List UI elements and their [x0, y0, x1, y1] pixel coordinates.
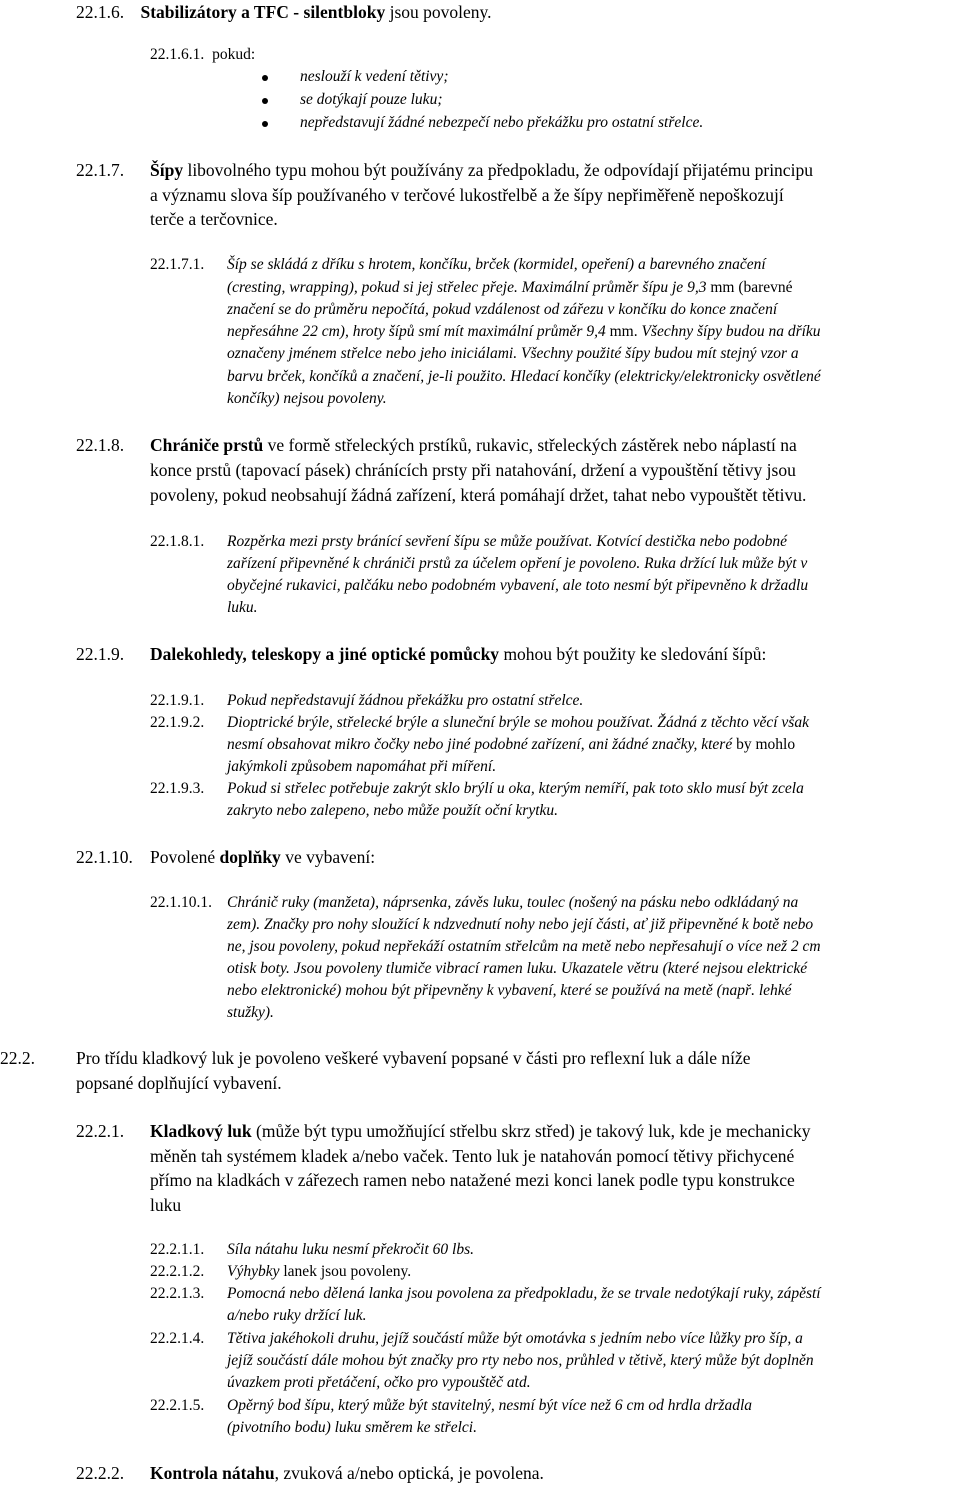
text-line: nepřesáhne 22 cm), hroty šípů smí mít maximální průměr 9,4 — [227, 323, 606, 340]
subsection-number: 22.1.9.2. — [150, 714, 205, 731]
text-line: Pokud nepředstavují žádnou překážku pro ostatní střelce. — [227, 692, 584, 709]
text-line: končíky) nejsou povoleny. — [227, 390, 387, 407]
bullet-item: nepředstavují žádné nebezpečí nebo překážku pro ostatní střelce. — [300, 114, 704, 131]
text-line: Všechny šípy budou na dříku — [637, 323, 821, 340]
section-text: ve formě střeleckých prstíků, rukavic, střeleckých zástěrek nebo náplastí na — [263, 435, 797, 455]
text-line: ne, jsou povoleny, pokud nepřekáží ostatním střelcům na metě nebo nepřesahují o více než 2 cm — [227, 938, 821, 955]
subsection-number: 22.2.1.4. — [150, 1330, 205, 1347]
text-line: (pivotního bodu) luku směrem ke střelci. — [227, 1419, 477, 1436]
text-line: lanek jsou povoleny. — [279, 1263, 412, 1280]
bullet-icon — [262, 98, 268, 104]
text-line: (cresting, wrapping), pokud si jej střelec přeje. — [227, 279, 518, 296]
text-line: barvu brček, končíků a značení, je-li použito. — [227, 368, 507, 385]
section-text: jsou povoleny. — [385, 2, 492, 22]
text-line: označeny jménem střelce nebo jeho iniciálami. — [227, 345, 518, 362]
text-line: Výhybky — [227, 1263, 280, 1280]
bullet-item: neslouží k vedení tětivy; — [300, 68, 449, 85]
section-number: 22.1.10. — [76, 847, 133, 867]
text-line: luku. — [227, 599, 258, 616]
text-line: Chránič ruky (manžeta), náprsenka, závěs luku, toulec (nošený na pásku nebo odkládaný na — [227, 894, 799, 911]
subsection-number: 22.2.1.3. — [150, 1285, 205, 1302]
section-text: libovolného typu mohou být používány za předpokladu, že odpovídají přijatému principu — [183, 160, 813, 180]
text-line: Maximální průměr šípu je 9,3 — [517, 279, 707, 296]
section-title-bold: Šípy — [150, 160, 184, 180]
subsection-number: 22.2.1.5. — [150, 1397, 205, 1414]
text-line: otisk boty. Jsou povoleny tlumiče vibrací ramen luku. Ukazatele větru (které nejsou elektrické — [227, 960, 808, 977]
text-line: Rozpěrka mezi prsty bránící sevření šípu se může používat. Kotvící destička nebo podobné — [227, 533, 788, 550]
section-text: povoleny, pokud neobsahují žádná zařízení, která pomáhají držet, tahat nebo vypouštět tětivu. — [150, 485, 807, 505]
subsection-number: 22.2.1.1. — [150, 1241, 205, 1258]
text-line: jejíž součástí dále mohou být značky pro rty nebo nos, průhled v tětivě, který může být doplněn — [227, 1352, 814, 1369]
section-text: mohou být použity ke sledování šípů: — [499, 644, 767, 664]
section-number: 22.1.9. — [76, 644, 125, 664]
section-text: , zvuková a/nebo optická, je povolena. — [274, 1463, 544, 1483]
text-line: Všechny použité šípy budou mít stejný vzor a — [517, 345, 799, 362]
section-number: 22.2.2. — [76, 1463, 125, 1483]
subsection-number: 22.1.9.1. — [150, 692, 205, 709]
section-title-bold: doplňky — [219, 847, 281, 867]
section-text: konce prstů (tapovací pásek) chránících prsty při natahování, držení a vypouštění tětivy jsou — [150, 460, 796, 480]
section-number: 22.1.8. — [76, 435, 125, 455]
section-text: Povolené — [150, 847, 220, 867]
text-line: zem). Značky pro nohy sloužící k ndzvednutí nohy nebo její části, ať již připevněné k botě nebo — [227, 916, 814, 933]
text-line: mm (barevné — [706, 279, 793, 296]
section-text: měněn tah systémem kladek a/nebo vaček. Tento luk je natahován pomocí tětivy přichycené — [150, 1146, 795, 1166]
subsection-number: 22.1.10.1. — [150, 894, 212, 911]
text-line: Pokud si střelec potřebuje zakrýt sklo brýlí u oka, kterým nemíří, pak toto sklo musí být zcela — [227, 780, 804, 797]
section-text: Pro třídu kladkový luk je povoleno veškeré vybavení popsané v části pro reflexní luk a dále níže — [76, 1048, 751, 1068]
text-line: by mohlo — [732, 736, 796, 753]
section-number: 22.1.7. — [76, 160, 125, 180]
section-title-bold: Stabilizátory a TFC - silentbloky — [140, 2, 386, 22]
section-number: 22.2. — [0, 1048, 35, 1068]
text-line: Tětiva jakéhokoli druhu, jejíž součástí může být omotávka s jedním nebo více lůžky pro šíp, a — [227, 1330, 803, 1347]
section-22-1-7-line: terče a terčovnice. — [150, 209, 278, 229]
subsection-number: 22.2.1.2. — [150, 1263, 205, 1280]
section-text: ve vybavení: — [280, 847, 376, 867]
text-line: nebo elektronické) mohou být připevněny k vybavení, které se používá na metě (např. lehké — [227, 982, 792, 999]
section-text: přímo na kladkách v zářezech ramen nebo natažené mezi konci lanek podle typu konstrukce — [150, 1170, 795, 1190]
text-line: a/nebo ruky držící luk. — [227, 1307, 367, 1324]
subsection-text: pokud: — [212, 46, 256, 63]
section-number: 22.2.1. — [76, 1121, 125, 1141]
text-line: Pomocná nebo dělená lanka jsou povolena za předpokladu, že se trvale nedotýkají ruky, zápěstí — [227, 1285, 821, 1302]
text-line: nesmí obsahovat mikro čočky nebo jiné podobné zařízení, ani žádné značky, které — [227, 736, 733, 753]
text-line: mm. — [605, 323, 638, 340]
section-text: popsané doplňující vybavení. — [76, 1073, 282, 1093]
text-line: úvazkem proti přetáčení, očko pro vypouštěč atd. — [227, 1374, 531, 1391]
subsection-number: 22.1.7.1. — [150, 256, 205, 273]
text-line: stužky). — [227, 1004, 274, 1021]
section-22-1-7-line — [150, 159, 813, 182]
section-title-bold: Dalekohledy, teleskopy a jiné optické pomůcky — [150, 644, 500, 664]
section-title-bold: Kladkový luk — [150, 1121, 252, 1141]
section-text: (může být typu umožňující střelbu skrz střed) je takový luk, kde je mechanicky — [251, 1121, 811, 1141]
bullet-icon — [262, 121, 268, 127]
subsection-22-1-6-1 — [150, 44, 255, 66]
section-title-bold: Chrániče prstů — [150, 435, 264, 455]
section-title-bold: Kontrola nátahu — [150, 1463, 275, 1483]
text-line: zakryto nebo zalepeno, nebo může použít oční krytku. — [227, 802, 559, 819]
section-22-1-6-heading — [76, 1, 492, 24]
text-line: Hledací končíky (elektricky/elektronicky osvětlené — [506, 368, 821, 385]
text-line: Dioptrické brýle, střelecké brýle a sluneční brýle se mohou používat. Žádná z těchto věcí však — [227, 714, 809, 731]
text-line: zařízení připevněné k chrániči prstů za účelem opření je povoleno. Ruka držící luk může být v — [227, 555, 808, 572]
section-number: 22.1.6. — [76, 2, 125, 22]
section-22-1-7-line: a významu slova šíp používaného v terčové lukostřelbě a že šípy nepřiměřeně nepoškozují — [150, 185, 784, 205]
subsection-number: 22.1.9.3. — [150, 780, 205, 797]
text-line: obyčejné rukavici, palčáku nebo podobném vybavení, ale toto nesmí být připevněno k držadlu — [227, 577, 809, 594]
text-line: jakýmkoli způsobem napomáhat při míření. — [227, 758, 497, 775]
bullet-item: se dotýkají pouze luku; — [300, 91, 443, 108]
text-line: Opěrný bod šípu, který může být stavitelný, nesmí být více než 6 cm od hrdla držadla — [227, 1397, 753, 1414]
text-line: Síla nátahu luku nesmí překročit 60 lbs. — [227, 1241, 474, 1258]
subsection-number: 22.1.8.1. — [150, 533, 205, 550]
bullet-icon — [262, 75, 268, 81]
subsection-number: 22.1.6.1. — [150, 46, 205, 63]
text-line: značení se do průměru nepočítá, pokud vzdálenost od zářezu v končíku do konce značení — [227, 301, 778, 318]
section-text: luku — [150, 1195, 182, 1215]
text-line: Šíp se skládá z dříku s hrotem, končíku, brček (kormidel, opeření) a barevného značení — [227, 256, 766, 273]
